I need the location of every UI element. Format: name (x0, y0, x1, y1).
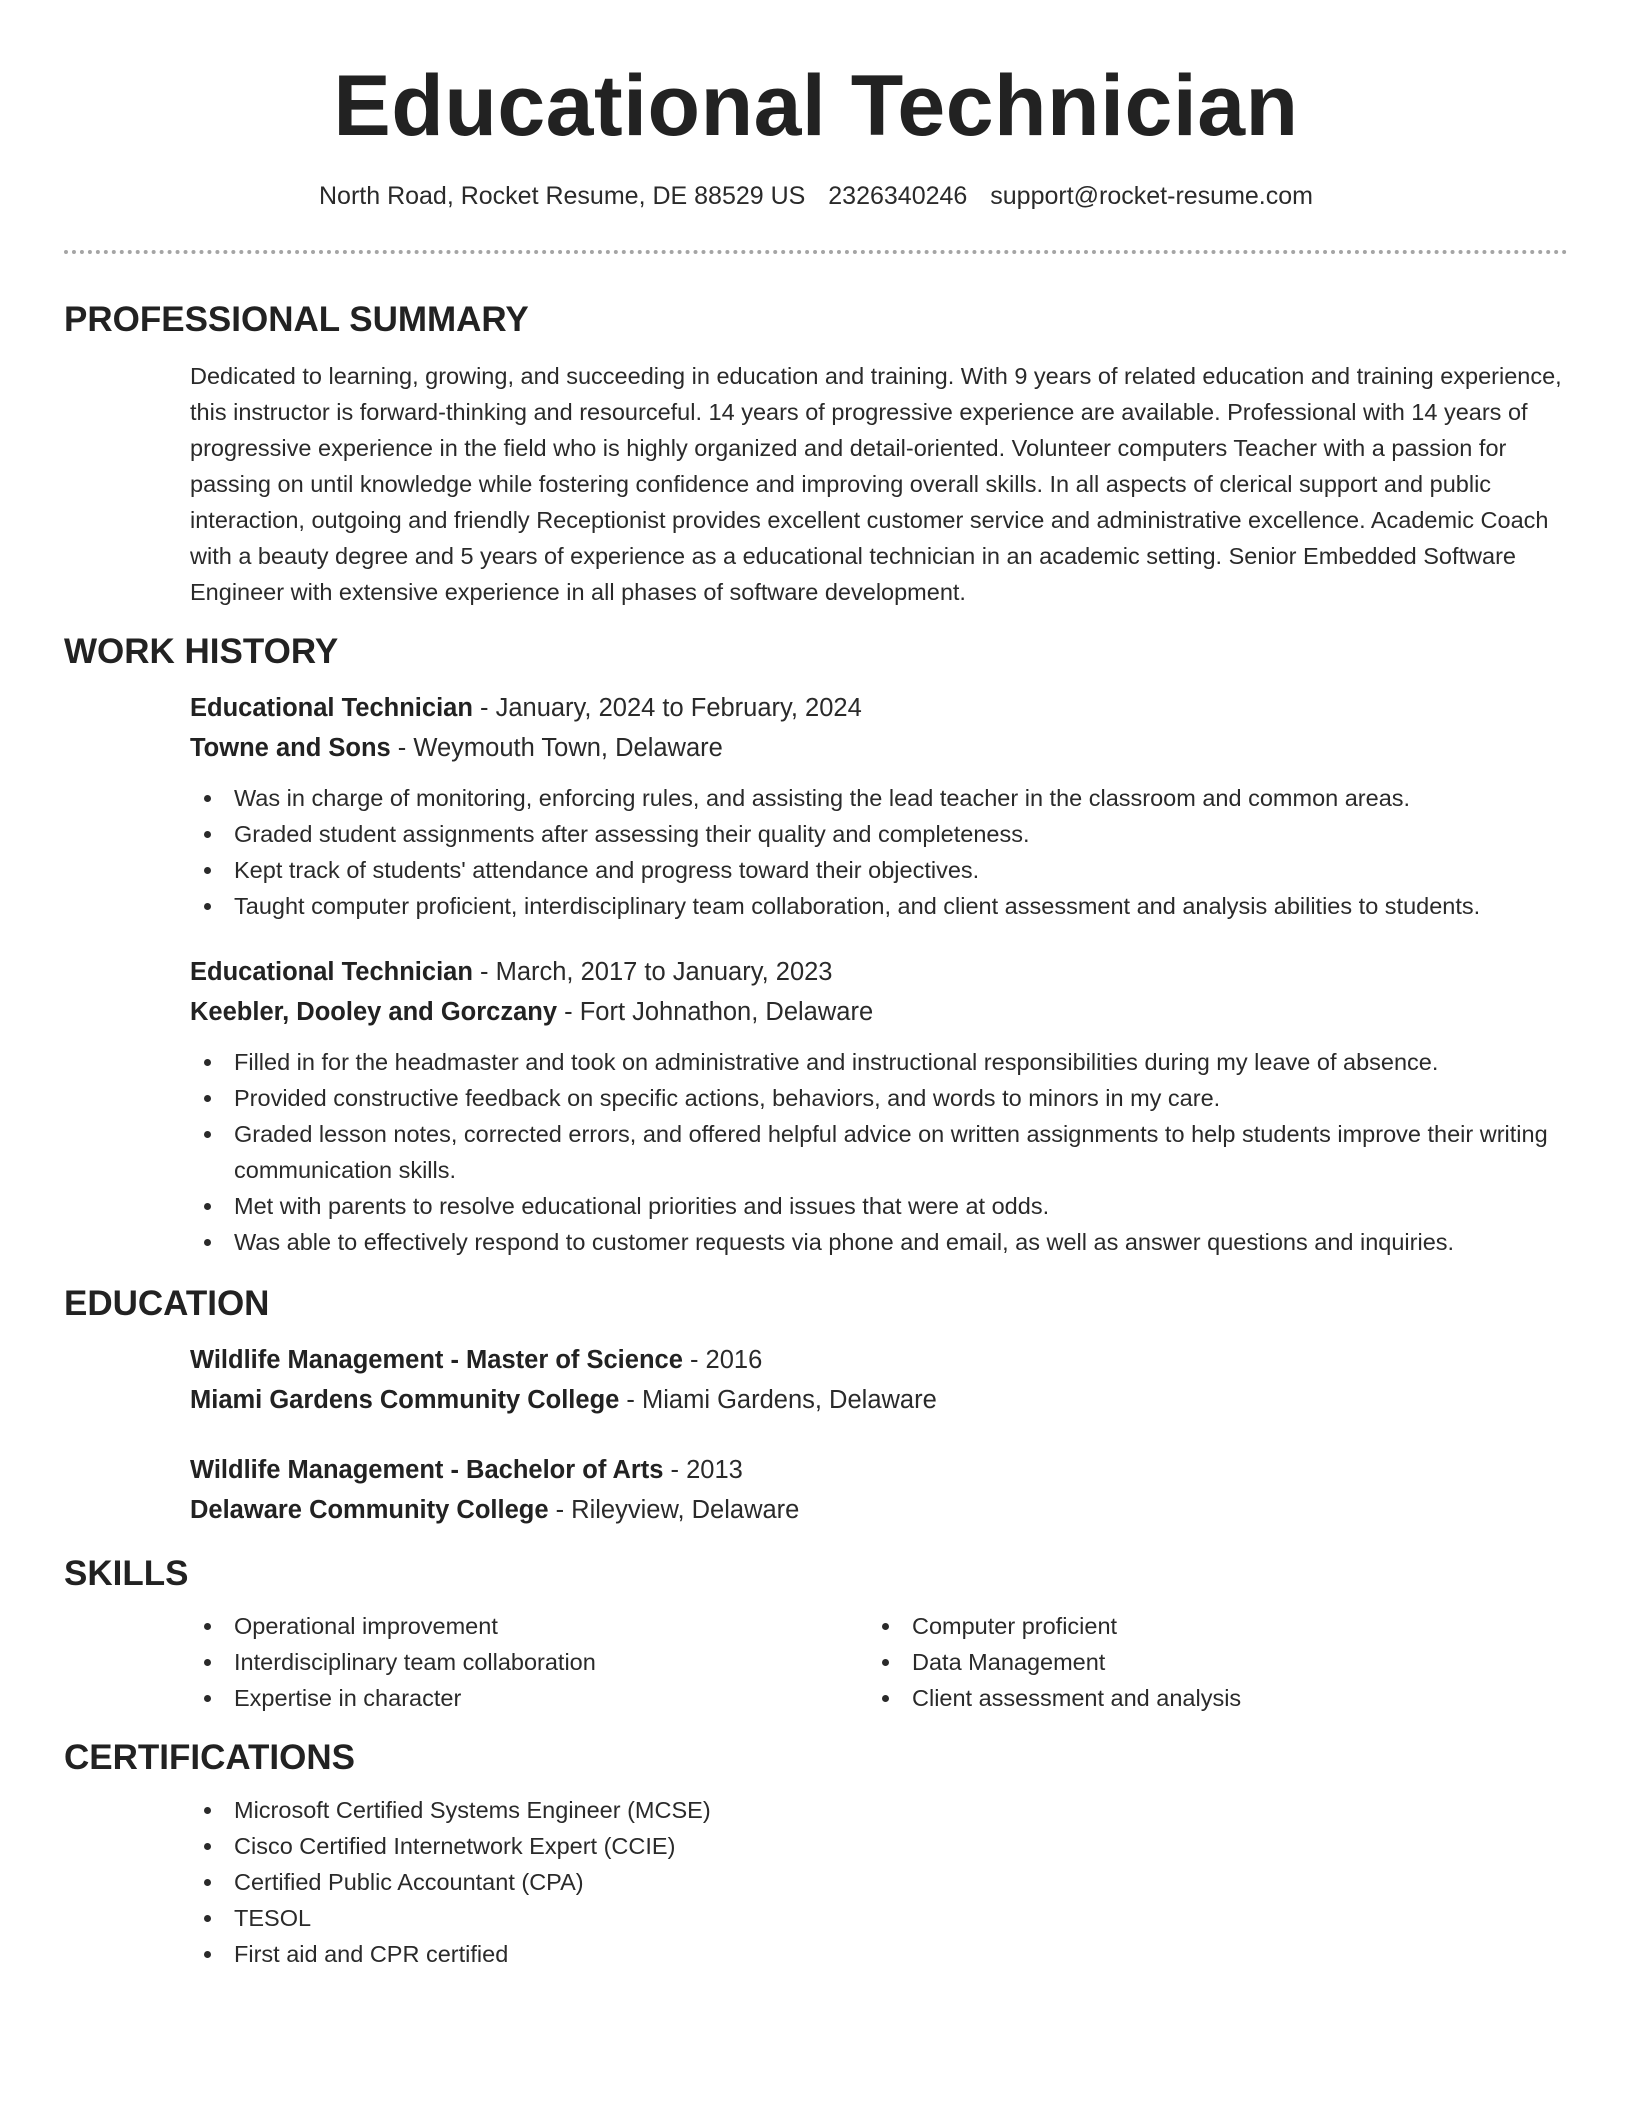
certification-item: Microsoft Certified Systems Engineer (MCSE) (190, 1792, 1568, 1828)
section-title-work-history: WORK HISTORY (64, 632, 339, 671)
job-location: - Fort Johnathon, Delaware (557, 998, 874, 1026)
section-title-skills: SKILLS (64, 1554, 189, 1593)
work-history-list (190, 688, 1568, 1260)
certification-item: Cisco Certified Internetwork Expert (CCIE) (190, 1828, 1568, 1864)
section-title-certifications: CERTIFICATIONS (64, 1738, 356, 1777)
header-divider (64, 250, 1568, 254)
education-school-line (190, 1490, 1568, 1530)
skill-item: Interdisciplinary team collaboration (190, 1644, 868, 1680)
education-degree: Wildlife Management - Master of Science (190, 1346, 683, 1374)
job-company: Keebler, Dooley and Gorczany (190, 998, 558, 1026)
education-location: - Rileyview, Delaware (548, 1496, 800, 1524)
job-bullet: Was in charge of monitoring, enforcing rules, and assisting the lead teacher in the classroom and common areas. (190, 780, 1568, 816)
education-year: - 2016 (682, 1346, 763, 1374)
education-entry (190, 1340, 1568, 1420)
certification-item: Certified Public Accountant (CPA) (190, 1864, 1568, 1900)
section-title-education: EDUCATION (64, 1284, 270, 1323)
skills-column-right (868, 1608, 1546, 1716)
job-bullet: Provided constructive feedback on specific actions, behaviors, and words to minors in my care. (190, 1080, 1568, 1116)
skill-item: Client assessment and analysis (868, 1680, 1546, 1716)
job-bullet: Graded student assignments after assessing their quality and completeness. (190, 816, 1568, 852)
certification-item: First aid and CPR certified (190, 1936, 1568, 1972)
contact-phone: 2326340246 (828, 182, 968, 210)
section-title-summary: PROFESSIONAL SUMMARY (64, 300, 529, 339)
skill-item: Operational improvement (190, 1608, 868, 1644)
job-bullet: Graded lesson notes, corrected errors, and offered helpful advice on written assignments to help students improve their writing communication skills. (190, 1116, 1568, 1188)
resume-title: Educational Technician (333, 58, 1299, 154)
job-company: Towne and Sons (190, 734, 391, 762)
job-bullet: Was able to effectively respond to customer requests via phone and email, as well as answer questions and inquiries. (190, 1224, 1568, 1260)
education-degree-line (190, 1340, 1568, 1380)
skill-item: Computer proficient (868, 1608, 1546, 1644)
skills-column-left (190, 1608, 868, 1716)
certification-item: TESOL (190, 1900, 1568, 1936)
education-entry (190, 1450, 1568, 1530)
skill-item: Data Management (868, 1644, 1546, 1680)
job-role: Educational Technician (190, 958, 473, 986)
education-location: - Miami Gardens, Delaware (619, 1386, 937, 1414)
job-bullet: Kept track of students' attendance and progress toward their objectives. (190, 852, 1568, 888)
education-school: Delaware Community College (190, 1496, 549, 1524)
job-bullets (190, 1044, 1568, 1260)
job-company-line (190, 728, 1568, 768)
education-degree: Wildlife Management - Bachelor of Arts (190, 1456, 664, 1484)
certifications-list (190, 1792, 1568, 1972)
education-degree-line (190, 1450, 1568, 1490)
skill-item: Expertise in character (190, 1680, 868, 1716)
job-entry (190, 952, 1568, 1260)
resume-page (64, 0, 1568, 1972)
summary-text: Dedicated to learning, growing, and succeeding in education and training. With 9 years of related education and training experience, this instructor is forward-thinking and resourceful. 14 years of progressive experience are available. Professional with 14 years of progressive experience in the field who is highly organized and detail-oriented. Volunteer computers Teacher with a passion for passing on until knowledge while fostering confidence and improving overall skills. In all aspects of clerical support and public interaction, outgoing and friendly Receptionist provides excellent customer service and administrative excellence. Academic Coach with a beauty degree and 5 years of experience as a educational technician in an academic setting. Senior Embedded Software Engineer with extensive experience in all phases of software development. (190, 363, 1562, 605)
contact-line (64, 180, 1568, 212)
job-dates: - March, 2017 to January, 2023 (472, 958, 833, 986)
job-company-line (190, 992, 1568, 1032)
contact-email: support@rocket-resume.com (990, 182, 1313, 210)
job-role: Educational Technician (190, 694, 473, 722)
education-year: - 2013 (663, 1456, 743, 1484)
certifications-block (190, 1792, 1568, 1972)
job-bullet: Met with parents to resolve educational priorities and issues that were at odds. (190, 1188, 1568, 1224)
education-school-line (190, 1380, 1568, 1420)
education-list (190, 1340, 1568, 1530)
skills-grid (190, 1608, 1568, 1716)
job-role-line (190, 688, 1568, 728)
job-bullets (190, 780, 1568, 924)
job-entry (190, 688, 1568, 924)
job-dates: - January, 2024 to February, 2024 (472, 694, 862, 722)
job-bullet: Filled in for the headmaster and took on administrative and instructional responsibilities during my leave of absence. (190, 1044, 1568, 1080)
job-bullet: Taught computer proficient, interdisciplinary team collaboration, and client assessment and analysis abilities to students. (190, 888, 1568, 924)
job-location: - Weymouth Town, Delaware (390, 734, 723, 762)
job-role-line (190, 952, 1568, 992)
contact-address: North Road, Rocket Resume, DE 88529 US (318, 182, 806, 210)
education-school: Miami Gardens Community College (190, 1386, 620, 1414)
